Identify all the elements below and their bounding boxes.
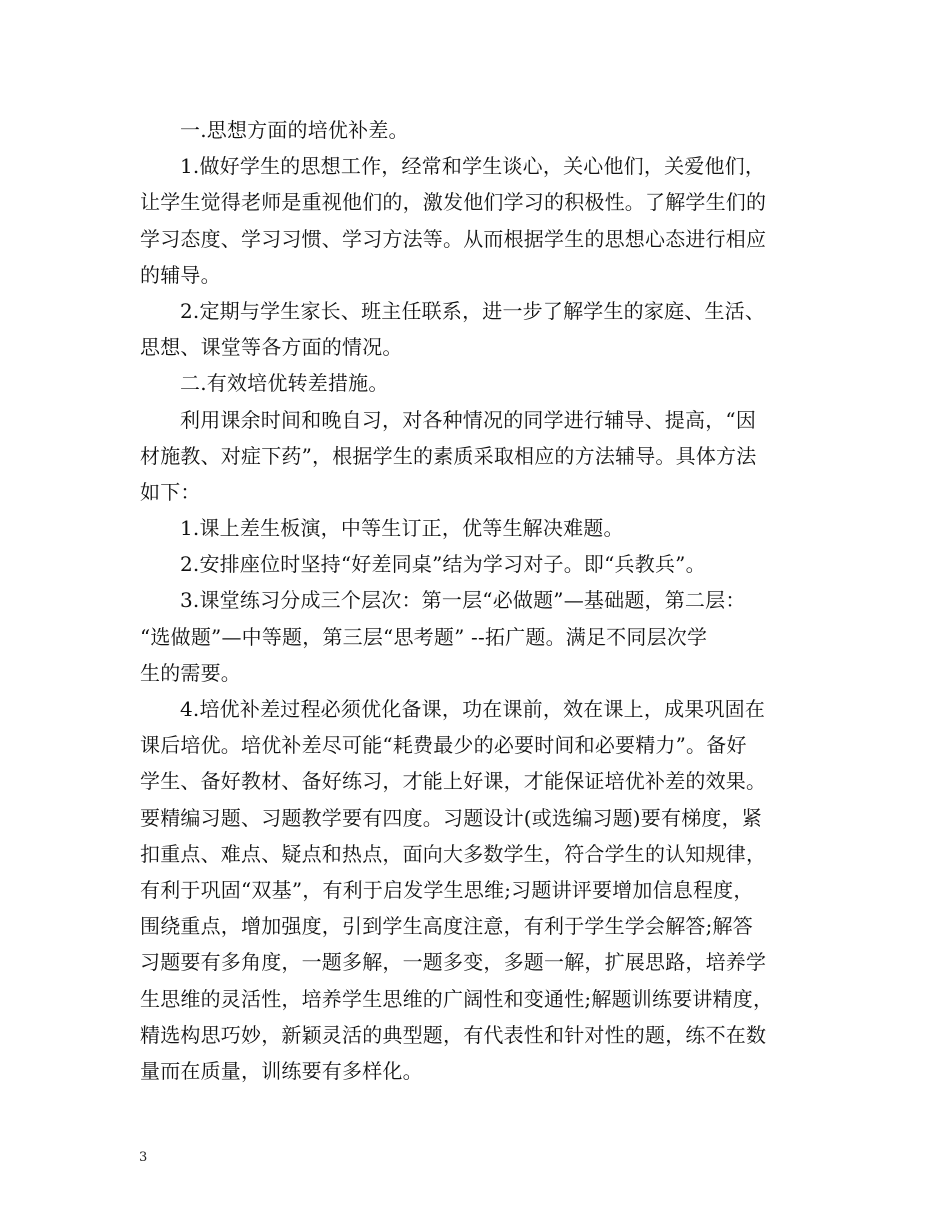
text-line: 1.课上差生板演，中等生订正，优等生解决难题。 (180, 516, 624, 541)
text-line: 有利于巩固“双基”，有利于启发学生思维;习题讲评要增加信息程度， (140, 877, 754, 902)
text-line: 精选构思巧妙，新颖灵活的典型题，有代表性和针对性的题，练不在数 (140, 1022, 767, 1047)
text-line: 2.定期与学生家长、班主任联系，进一步了解学生的家庭、生活、 (180, 298, 766, 323)
text-line: 要精编习题、习题教学要有四度。习题设计(或选编习题)要有梯度，紧 (140, 805, 763, 830)
text-line: 课后培优。培优补差尽可能“耗费最少的必要时间和必要精力”。备好 (140, 733, 747, 758)
text-line: 让学生觉得老师是重视他们的，激发他们学习的积极性。了解学生们的 (140, 190, 767, 215)
text-line: 3.课堂练习分成三个层次：第一层“必做题”—基础题，第二层： (180, 588, 746, 613)
text-line: 二.有效培优转差措施。 (180, 371, 389, 396)
text-line: 1.做好学生的思想工作，经常和学生谈心，关心他们，关爱他们， (180, 154, 766, 179)
text-line: 2.安排座位时坚持“好差同桌”结为学习对子。即“兵教兵”。 (180, 552, 706, 577)
text-line: 习题要有多角度，一题多解，一题多变，多题一解，扩展思路，培养学 (140, 950, 767, 975)
text-line: 4.培优补差过程必须优化备课，功在课前，效在课上，成果巩固在 (180, 697, 766, 721)
text-line: 思想、课堂等各方面的情况。 (140, 335, 403, 360)
text-line: 生的需要。 (140, 660, 241, 685)
text-line: 的辅导。 (140, 262, 221, 287)
text-line: 利用课余时间和晚自习，对各种情况的同学进行辅导、提高，“因 (180, 407, 757, 432)
text-line: 如下： (140, 479, 201, 504)
page-number: 3 (139, 1150, 148, 1165)
text-line: “选做题”—中等题，第三层“思考题” --拓广题。满足不同层次学 (140, 624, 708, 649)
text-line: 量而在质量，训练要有多样化。 (140, 1058, 423, 1083)
text-line: 扣重点、难点、疑点和热点，面向大多数学生，符合学生的认知规律， (140, 841, 767, 866)
text-line: 学生、备好教材、备好练习，才能上好课，才能保证培优补差的效果。 (140, 769, 767, 794)
text-line: 材施教、对症下药”，根据学生的素质采取相应的方法辅导。具体方法 (140, 443, 757, 468)
text-line: 生思维的灵活性，培养学生思维的广阔性和变通性;解题训练要讲精度， (140, 986, 774, 1011)
text-line: 围绕重点，增加强度，引到学生高度注意，有利于学生学会解答;解答 (140, 914, 753, 939)
document-body (140, 112, 812, 1089)
text-line: 一.思想方面的培优补差。 (180, 118, 409, 142)
text-line: 学习态度、学习习惯、学习方法等。从而根据学生的思想心态进行相应 (140, 226, 767, 251)
